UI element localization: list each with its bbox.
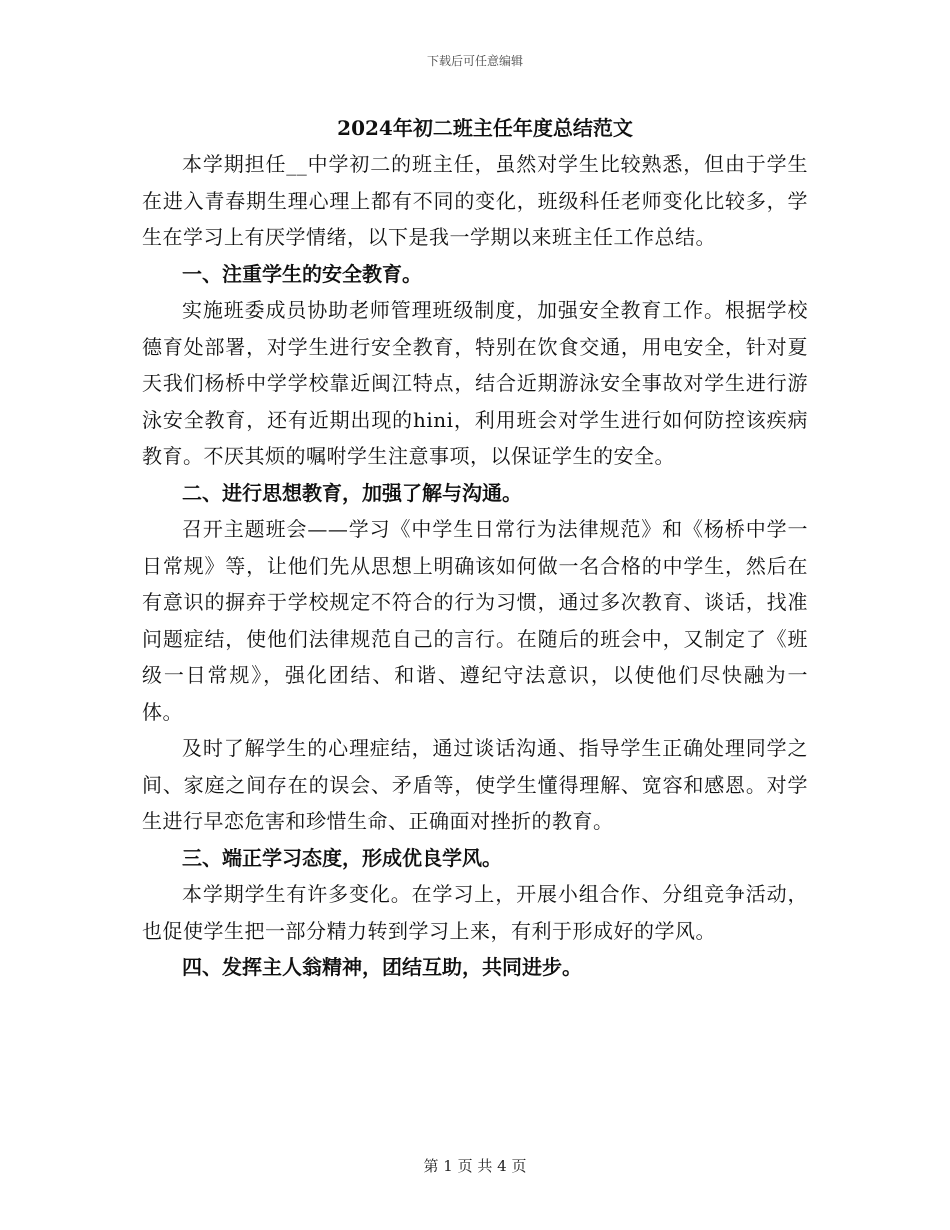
section-1-paragraph: 实施班委成员协助老师管理班级制度，加强安全教育工作。根据学校德育处部署，对学生进行安全教育，特别在饮食交通，用电安全，针对夏天我们杨桥中学学校靠近闽江特点，结合近期游泳安全事故对学生进行游泳安全教育，还有近期出现的hini，利用班会对学生进行如何防控该疾病教育。不厌其烦的嘱咐学生注意事项，以保证学生的安全。 <box>142 298 808 468</box>
document-title: 2024年初二班主任年度总结范文 <box>337 116 633 140</box>
page-header-note: 下载后可任意编辑 <box>426 54 523 68</box>
intro-paragraph: 本学期担任__中学初二的班主任，虽然对学生比较熟悉，但由于学生在进入青春期生理心理上都有不同的变化，班级科任老师变化比较多，学生在学习上有厌学情绪，以下是我一学期以来班主任工作总结。 <box>142 152 808 249</box>
section-2-heading: 二、进行思想教育，加强了解与沟通。 <box>182 480 522 505</box>
section-4-heading: 四、发挥主人翁精神，团结互助，共同进步。 <box>182 955 582 979</box>
section-2-paragraph-2: 及时了解学生的心理症结，通过谈话沟通、指导学生正确处理同学之间、家庭之间存在的误会、矛盾等，使学生懂得理解、宽容和感恩。对学生进行早恋危害和珍惜生命、正确面对挫折的教育。 <box>142 736 808 833</box>
page-number: 第 1 页 共 4 页 <box>423 1157 527 1175</box>
section-1-heading: 一、注重学生的安全教育。 <box>182 261 422 286</box>
section-3-paragraph: 本学期学生有许多变化。在学习上，开展小组合作、分组竞争活动，也促使学生把一部分精力转到学习上来，有利于形成好的学风。 <box>142 882 808 943</box>
section-3-heading: 三、端正学习态度，形成优良学风。 <box>182 845 502 870</box>
document-body <box>142 110 808 986</box>
section-2-paragraph-1: 召开主题班会——学习《中学生日常行为法律规范》和《杨桥中学一日常规》等，让他们先从思想上明确该如何做一名合格的中学生，然后在有意识的摒弃于学校规定不符合的行为习惯，通过多次教育、谈话，找准问题症结，使他们法律规范自己的言行。在随后的班会中，又制定了《班级一日常规》，强化团结、和谐、遵纪守法意识，以使他们尽快融为一体。 <box>142 517 808 724</box>
